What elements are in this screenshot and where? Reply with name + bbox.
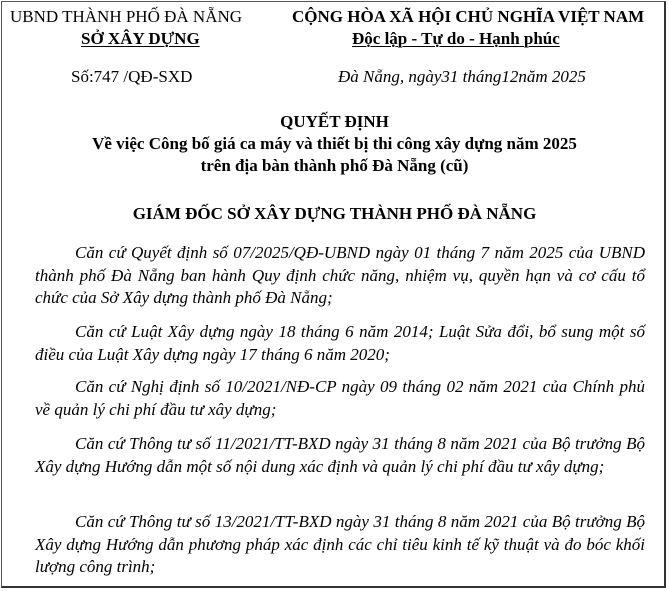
issuer-line1: UBND THÀNH PHỐ ĐÀ NẴNG: [10, 7, 243, 26]
legal-basis-paragraph-5: Căn cứ Thông tư số 13/2021/TT-BXD ngày 31 tháng 8 năm 2021 của Bộ trưởng Bộ Xây dựng Hướng dẫn phương pháp xác định các chỉ tiêu kinh tế kỹ thuật và đo bóc khối lượng công trình;: [35, 512, 645, 576]
nation-title: CỘNG HÒA XÃ HỘI CHỦ NGHĨA VIỆT NAM: [292, 7, 645, 26]
decision-heading: QUYẾT ĐỊNH: [280, 112, 389, 131]
issuer-line2: SỞ XÂY DỰNG: [81, 29, 200, 48]
legal-basis-paragraph-1: Căn cứ Quyết định số 07/2025/QĐ-UBND ngày 01 tháng 7 năm 2025 của UBND thành phố Đà Nẵng ban hành Quy định chức năng, nhiệm vụ, quyền hạn và cơ cấu tổ chức của Sở Xây dựng thành phố Đà Nẵng;: [35, 243, 645, 307]
legal-basis-paragraph-3: Căn cứ Nghị định số 10/2021/NĐ-CP ngày 09 tháng 02 năm 2021 của Chính phủ về quản lý chi phí đầu tư xây dựng;: [35, 377, 645, 419]
place-date: Đà Nẵng, ngày31 tháng12năm 2025: [338, 67, 586, 86]
document-page: [1, 1, 666, 588]
legal-basis-paragraph-4: Căn cứ Thông tư số 11/2021/TT-BXD ngày 31 tháng 8 năm 2021 của Bộ trưởng Bộ Xây dựng Hướng dẫn một số nội dung xác định và quản lý chi phí đầu tư xây dựng;: [35, 434, 645, 476]
legal-basis-paragraph-2: Căn cứ Luật Xây dựng ngày 18 tháng 6 năm 2014; Luật Sửa đổi, bổ sung một số điều của Luật Xây dựng ngày 17 tháng 6 năm 2020;: [35, 322, 645, 364]
nation-motto: Độc lập - Tự do - Hạnh phúc: [352, 29, 560, 48]
document-number: Số:747 /QĐ-SXD: [71, 67, 193, 86]
authority-title: GIÁM ĐỐC SỞ XÂY DỰNG THÀNH PHỐ ĐÀ NẴNG: [132, 204, 537, 223]
decision-subject-line1: Về việc Công bố giá ca máy và thiết bị thi công xây dựng năm 2025: [92, 134, 577, 153]
decision-subject-line2: trên địa bàn thành phố Đà Nẵng (cũ): [200, 156, 469, 175]
